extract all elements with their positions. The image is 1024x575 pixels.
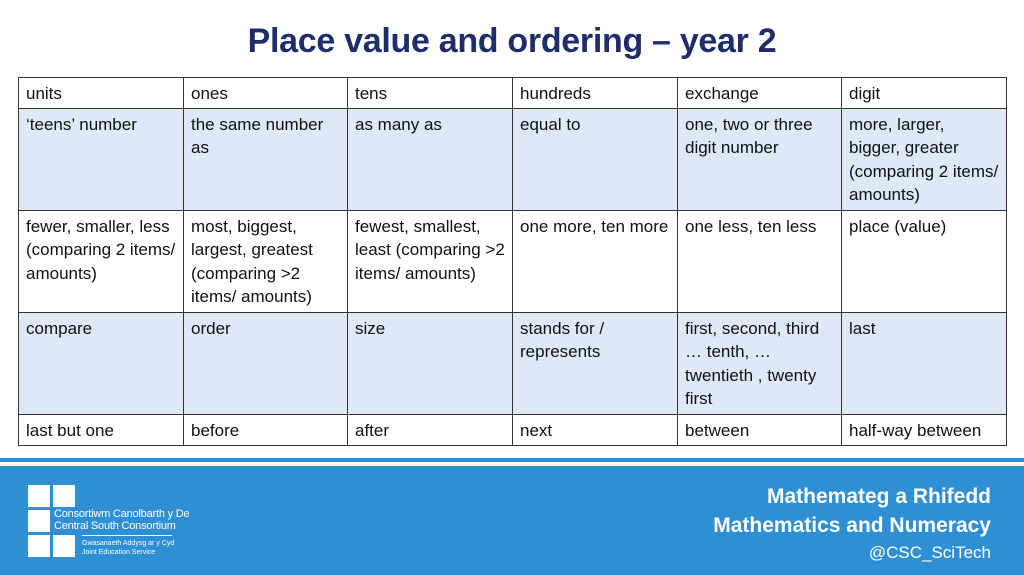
table-cell: last but one [19,415,184,446]
table-cell: last [842,313,1007,415]
social-handle: @CSC_SciTech [868,543,991,562]
table-cell: half-way between [842,415,1007,446]
table-cell: fewer, smaller, less (comparing 2 items/ amounts) [19,211,184,313]
footer-divider [0,458,1024,462]
table-cell: one, two or three digit number [678,109,842,211]
table-row [19,78,1007,109]
table-cell: stands for / represents [513,313,678,415]
table-cell: one more, ten more [513,211,678,313]
table-cell: place (value) [842,211,1007,313]
table-cell: order [184,313,348,415]
table-row [19,313,1007,415]
table-cell: units [19,78,184,109]
table-cell: compare [19,313,184,415]
table-cell: tens [348,78,513,109]
table-cell: digit [842,78,1007,109]
table-cell: between [678,415,842,446]
table-row [19,109,1007,211]
logo-divider [82,535,172,536]
table-cell: ones [184,78,348,109]
table-cell: most, biggest, largest, greatest (comparing >2 items/ amounts) [184,211,348,313]
table-cell: more, larger, bigger, greater (comparing 2 items/ amounts) [842,109,1007,211]
vocabulary-table [18,77,1007,446]
footer-banner [0,466,1024,575]
table-cell: the same number as [184,109,348,211]
table-cell: one less, ten less [678,211,842,313]
table-cell: ‘teens’ number [19,109,184,211]
table-cell: fewest, smallest, least (comparing >2 items/ amounts) [348,211,513,313]
logo-subtitle: Gwasanaeth Addysg ar y Cyd Joint Education Service [82,540,175,556]
table-row [19,415,1007,446]
logo-name: Consortiwm Canolbarth y De Central South Consortium [54,508,190,532]
table-cell: exchange [678,78,842,109]
table-cell: as many as [348,109,513,211]
table-cell: hundreds [513,78,678,109]
subject-title-welsh: Mathemateg a Rhifedd [766,485,991,508]
table-cell: after [348,415,513,446]
table-cell: size [348,313,513,415]
page-title: Place value and ordering – year 2 [247,22,777,60]
table-cell: first, second, third … tenth, … twentieth , twenty first [678,313,842,415]
subject-title-english: Mathematics and Numeracy [713,514,991,537]
table-cell: before [184,415,348,446]
table-row [19,211,1007,313]
table-cell: next [513,415,678,446]
table-cell: equal to [513,109,678,211]
